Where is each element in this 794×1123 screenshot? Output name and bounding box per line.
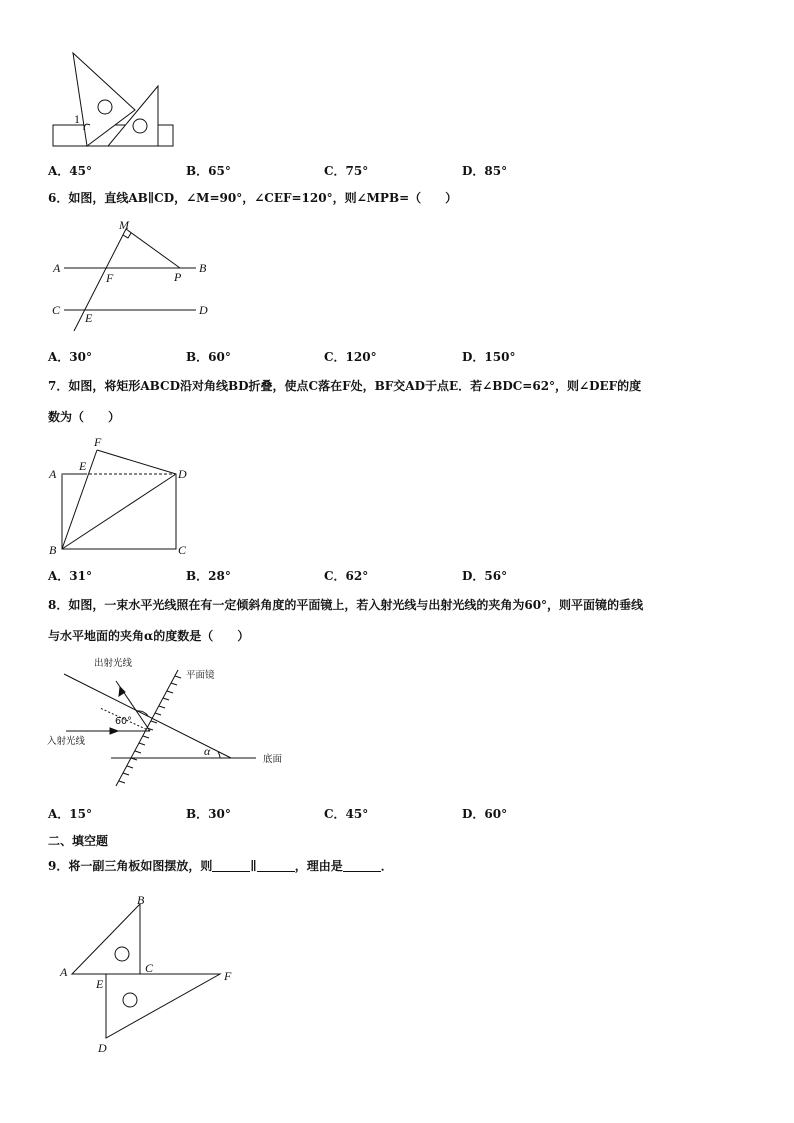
q7-stem <box>48 371 748 401</box>
q9-figure <box>56 892 246 1060</box>
q6-label-m: M <box>119 218 129 232</box>
q7-stem-line2: 数为（ ） <box>48 410 121 424</box>
q6-line-mp <box>126 229 180 268</box>
q9-text-b: ∥ <box>250 859 257 873</box>
q5-figure <box>50 50 180 150</box>
q8-label-in-ray: 入射光线 <box>47 736 86 747</box>
q6-label-p: P <box>174 270 182 284</box>
q6-line-me <box>74 229 126 331</box>
q7-option-a[interactable]: A．31° <box>48 569 93 583</box>
q9-triangle-abc-hole <box>115 947 129 961</box>
q7-number: 7． <box>48 379 69 393</box>
q8-label-ground: 底面 <box>263 754 283 765</box>
q9-text-d: ． <box>380 859 393 873</box>
q9-label-a: A <box>60 965 68 979</box>
q8-stem-continued <box>48 621 748 651</box>
q6-label-a: A <box>53 261 61 275</box>
q7-option-b[interactable]: B．28° <box>186 569 231 583</box>
q8-option-c[interactable]: C．45° <box>324 807 369 821</box>
q7-label-f: F <box>94 435 102 449</box>
q9-triangle-def-hole <box>123 993 137 1007</box>
q9-triangle-def <box>106 974 220 1038</box>
q8-stem-line1: 如图，一束水平光线照在有一定倾斜角度的平面镜上，若入射光线与出射光线的夹角为60°，则平面镜的垂线 <box>68 598 644 612</box>
q9-label-e: E <box>96 977 104 991</box>
q9-blank-1[interactable] <box>212 859 250 872</box>
q8-label-angle: 60° <box>115 716 132 727</box>
q6-label-c: C <box>52 303 61 317</box>
q6-label-f: F <box>106 271 114 285</box>
q8-stem-line2: 与水平地面的夹角α的度数是（ ） <box>48 629 250 643</box>
q8-label-alpha: α <box>204 744 211 758</box>
q6-option-d[interactable]: D．150° <box>462 350 516 364</box>
q9-number: 9． <box>48 859 69 873</box>
q5-option-a[interactable]: A．45° <box>48 164 93 178</box>
q9-label-d: D <box>98 1041 107 1055</box>
q5-options <box>48 162 748 180</box>
q6-label-e: E <box>85 311 93 325</box>
q8-figure <box>46 654 296 790</box>
q8-options <box>48 805 748 823</box>
q8-label-mirror: 平面镜 <box>186 670 215 681</box>
q7-diagonal-bd <box>62 474 176 549</box>
q6-option-b[interactable]: B．60° <box>186 350 231 364</box>
q9-label-b: B <box>137 893 145 907</box>
q8-label-out-ray: 出射光线 <box>94 658 133 669</box>
q7-label-b: B <box>49 543 57 557</box>
q8-angle-arc-alpha <box>218 752 220 758</box>
q8-option-a[interactable]: A．15° <box>48 807 93 821</box>
q6-option-c[interactable]: C．120° <box>324 350 377 364</box>
q9-blank-3[interactable] <box>343 859 381 872</box>
q7-stem-line1: 如图，将矩形ABCD沿对角线BD折叠，使点C落在F处，BF交AD于点E．若∠BDC=62°，则∠DEF的度 <box>68 379 642 393</box>
q9-label-c: C <box>145 961 154 975</box>
q8-outgoing-arrow <box>119 687 125 696</box>
q5-angle-label: 1 <box>74 112 80 126</box>
q7-label-d: D <box>178 467 187 481</box>
q8-option-b[interactable]: B．30° <box>186 807 231 821</box>
q5-option-c[interactable]: C．75° <box>324 164 369 178</box>
q9-text-c: ，理由是 <box>294 859 343 873</box>
q7-label-a: A <box>49 467 57 481</box>
q7-options <box>48 567 748 585</box>
q9-stem <box>48 851 748 881</box>
q7-option-d[interactable]: D．56° <box>462 569 508 583</box>
q9-label-f: F <box>224 969 232 983</box>
q7-segment-fd <box>97 450 176 474</box>
q7-stem-continued <box>48 402 748 432</box>
q6-number: 6． <box>48 191 69 205</box>
section-fill-in-title: 二、填空题 <box>48 834 109 848</box>
q6-figure <box>48 218 218 338</box>
q8-mirror-hatching <box>119 676 181 783</box>
q7-figure <box>46 434 196 560</box>
q6-stem <box>48 183 748 213</box>
q6-label-d: D <box>199 303 208 317</box>
q6-options <box>48 348 748 366</box>
q9-blank-2[interactable] <box>257 859 295 872</box>
q8-option-d[interactable]: D．60° <box>462 807 508 821</box>
q9-triangle-abc <box>72 904 140 974</box>
q6-label-b: B <box>199 261 207 275</box>
q8-number: 8． <box>48 598 69 612</box>
q9-text-a: 将一副三角板如图摆放，则 <box>68 859 213 873</box>
q6-option-a[interactable]: A．30° <box>48 350 93 364</box>
q7-label-e: E <box>79 459 87 473</box>
q5-option-d[interactable]: D．85° <box>462 164 508 178</box>
q8-incident-arrow <box>110 728 118 734</box>
q8-stem <box>48 590 748 620</box>
q7-label-c: C <box>178 543 187 557</box>
q6-right-angle-mark <box>123 233 131 238</box>
q7-option-c[interactable]: C．62° <box>324 569 369 583</box>
q6-stem-text: 如图，直线AB∥CD，∠M=90°，∠CEF=120°，则∠MPB=（ ） <box>68 191 458 205</box>
q5-option-b[interactable]: B．65° <box>186 164 231 178</box>
